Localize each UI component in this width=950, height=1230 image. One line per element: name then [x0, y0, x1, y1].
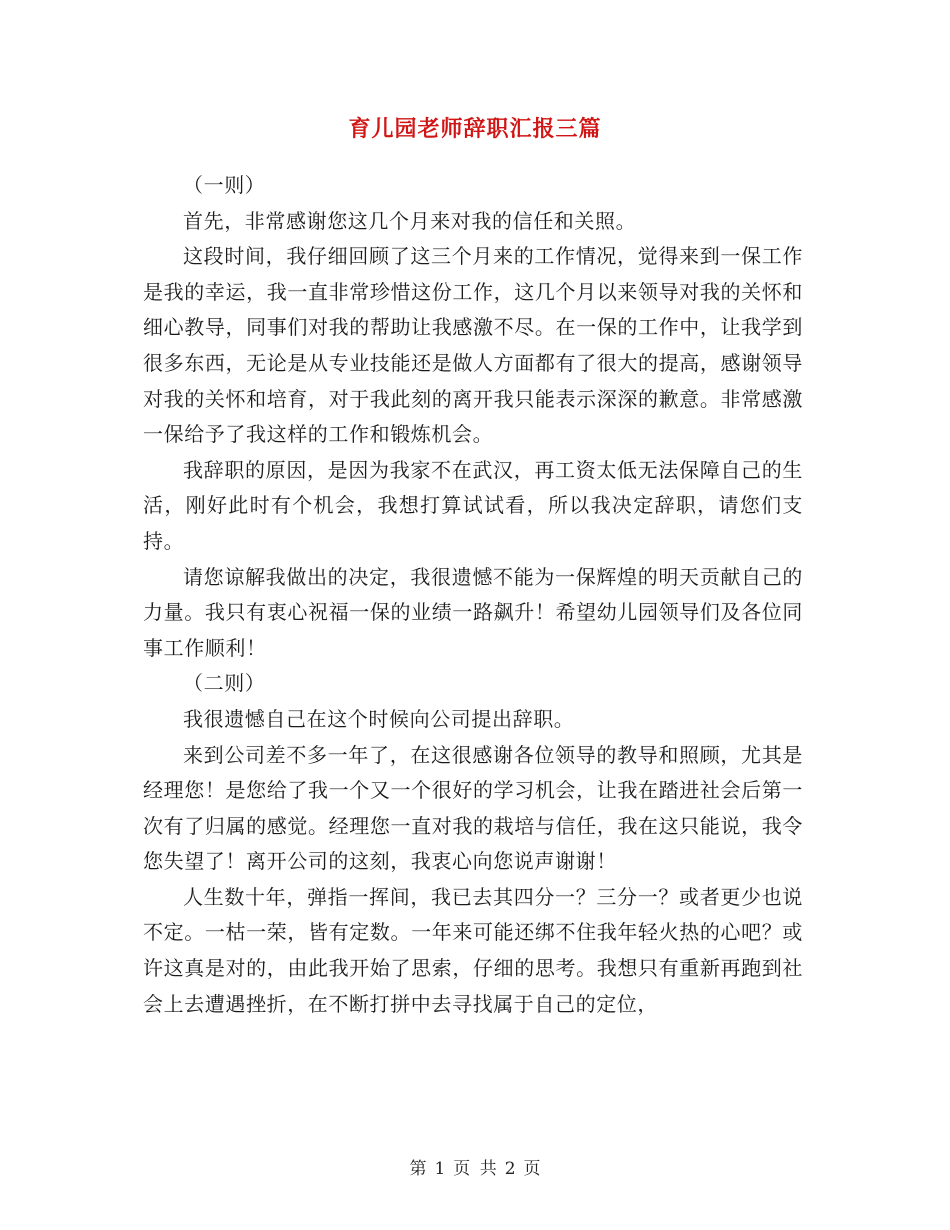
paragraph: 来到公司差不多一年了，在这很感谢各位领导的教导和照顾，尤其是经理您！是您给了我一个又一个很好的学习机会，让我在踏进社会后第一次有了归属的感觉。经理您一直对我的栽培与信任，我在这只能说，我令您失望了！离开公司的这刻，我衷心向您说声谢谢！ — [143, 742, 803, 874]
footer-suffix: 页 — [523, 1159, 541, 1179]
paragraph: 人生数十年，弹指一挥间，我已去其四分一？三分一？或者更少也说不定。一枯一荣，皆有定数。一年来可能还绑不住我年轻火热的心吧？或许这真是对的，由此我开始了思索，仔细的思考。我想只有重新再跑到社会上去遭遇挫折，在不断打拼中去寻找属于自己的定位， — [143, 884, 803, 1016]
document-body — [143, 168, 803, 1022]
page-footer — [0, 1154, 950, 1179]
section-label: （一则） — [183, 173, 266, 197]
footer-prefix: 第 — [409, 1159, 427, 1179]
section-label: （二则） — [183, 671, 266, 696]
page-number: 1 — [434, 1159, 446, 1179]
paragraph: 首先，非常感谢您这几个月来对我的信任和关照。 — [183, 208, 637, 233]
page-total: 2 — [504, 1159, 516, 1179]
paragraph: 我很遗憾自己在这个时候向公司提出辞职。 — [183, 706, 575, 731]
paragraph: 这段时间，我仔细回顾了这三个月来的工作情况，觉得来到一保工作是我的幸运，我一直非常珍惜这份工作，这几个月以来领导对我的关怀和细心教导，同事们对我的帮助让我感激不尽。在一保的工作中，让我学到很多东西，无论是从专业技能还是做人方面都有了很大的提高，感谢领导对我的关怀和培育，对于我此刻的离开我只能表示深深的歉意。非常感激一保给予了我这样的工作和锻炼机会。 — [143, 244, 803, 447]
document-title: 育儿园老师辞职汇报三篇 — [348, 117, 602, 142]
footer-middle: 页 共 — [453, 1159, 497, 1179]
paragraph: 我辞职的原因，是因为我家不在武汉，再工资太低无法保障自己的生活，刚好此时有个机会，我想打算试试看，所以我决定辞职，请您们支持。 — [143, 457, 803, 553]
paragraph: 请您谅解我做出的决定，我很遗憾不能为一保辉煌的明天贡献自己的力量。我只有衷心祝福一保的业绩一路飙升！希望幼儿园领导们及各位同事工作顺利！ — [143, 564, 803, 660]
